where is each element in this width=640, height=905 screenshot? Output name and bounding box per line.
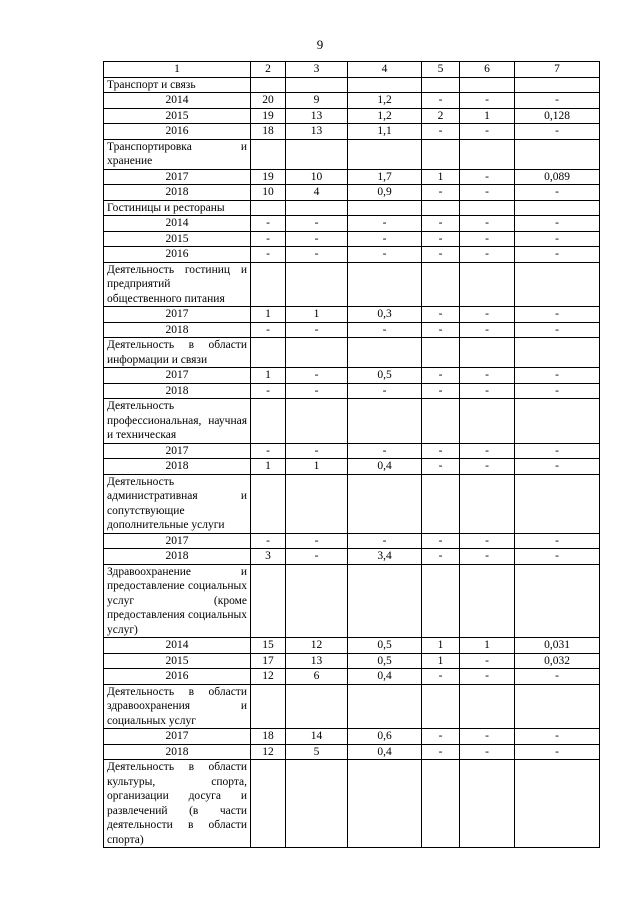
empty-cell bbox=[348, 684, 422, 729]
empty-cell bbox=[422, 564, 460, 638]
empty-cell bbox=[286, 77, 348, 93]
value-cell: 19 bbox=[251, 108, 286, 124]
value-cell: - bbox=[348, 216, 422, 232]
value-cell: - bbox=[515, 247, 600, 263]
table-section-row bbox=[104, 760, 600, 848]
value-cell: - bbox=[286, 549, 348, 565]
empty-cell bbox=[348, 338, 422, 368]
value-cell: 1,2 bbox=[348, 93, 422, 109]
table-row bbox=[104, 383, 600, 399]
empty-cell bbox=[515, 474, 600, 533]
table-row bbox=[104, 729, 600, 745]
empty-cell bbox=[348, 474, 422, 533]
empty-cell bbox=[422, 200, 460, 216]
value-cell: - bbox=[251, 533, 286, 549]
value-cell: - bbox=[515, 124, 600, 140]
empty-cell bbox=[286, 200, 348, 216]
column-header: 5 bbox=[422, 62, 460, 78]
year-cell: 2018 bbox=[104, 459, 251, 475]
table-row bbox=[104, 368, 600, 384]
empty-cell bbox=[251, 262, 286, 307]
value-cell: - bbox=[422, 459, 460, 475]
empty-cell bbox=[460, 262, 515, 307]
value-cell: 1 bbox=[422, 638, 460, 654]
year-cell: 2015 bbox=[104, 653, 251, 669]
column-header: 7 bbox=[515, 62, 600, 78]
table-row bbox=[104, 533, 600, 549]
value-cell: - bbox=[251, 383, 286, 399]
value-cell: 13 bbox=[286, 108, 348, 124]
table-section-row bbox=[104, 262, 600, 307]
value-cell: 0,4 bbox=[348, 459, 422, 475]
value-cell: - bbox=[460, 744, 515, 760]
value-cell: - bbox=[422, 124, 460, 140]
value-cell: - bbox=[515, 549, 600, 565]
table-row bbox=[104, 744, 600, 760]
value-cell: - bbox=[515, 459, 600, 475]
table-section-row bbox=[104, 338, 600, 368]
value-cell: - bbox=[286, 322, 348, 338]
value-cell: 12 bbox=[251, 669, 286, 685]
statistics-table bbox=[103, 61, 600, 848]
value-cell: - bbox=[422, 307, 460, 323]
value-cell: - bbox=[422, 322, 460, 338]
value-cell: - bbox=[422, 443, 460, 459]
year-cell: 2018 bbox=[104, 383, 251, 399]
empty-cell bbox=[348, 760, 422, 848]
value-cell: 12 bbox=[251, 744, 286, 760]
value-cell: - bbox=[348, 247, 422, 263]
value-cell: - bbox=[515, 443, 600, 459]
value-cell: 14 bbox=[286, 729, 348, 745]
empty-cell bbox=[251, 338, 286, 368]
section-label: Деятельность гостиниц и предприятий общественного питания bbox=[104, 262, 251, 307]
value-cell: 2 bbox=[422, 108, 460, 124]
value-cell: - bbox=[348, 322, 422, 338]
empty-cell bbox=[286, 139, 348, 169]
table-section-row bbox=[104, 77, 600, 93]
empty-cell bbox=[348, 564, 422, 638]
empty-cell bbox=[422, 760, 460, 848]
empty-cell bbox=[251, 399, 286, 444]
empty-cell bbox=[515, 262, 600, 307]
table-section-row bbox=[104, 200, 600, 216]
value-cell: - bbox=[251, 322, 286, 338]
value-cell: - bbox=[515, 322, 600, 338]
value-cell: - bbox=[422, 368, 460, 384]
value-cell: 0,4 bbox=[348, 669, 422, 685]
value-cell: - bbox=[422, 744, 460, 760]
year-cell: 2017 bbox=[104, 533, 251, 549]
value-cell: 17 bbox=[251, 653, 286, 669]
value-cell: - bbox=[515, 533, 600, 549]
value-cell: - bbox=[286, 368, 348, 384]
year-cell: 2016 bbox=[104, 247, 251, 263]
value-cell: - bbox=[460, 443, 515, 459]
value-cell: - bbox=[460, 729, 515, 745]
section-label: Деятельность в области информации и связи bbox=[104, 338, 251, 368]
empty-cell bbox=[515, 760, 600, 848]
empty-cell bbox=[460, 139, 515, 169]
empty-cell bbox=[251, 139, 286, 169]
empty-cell bbox=[348, 77, 422, 93]
empty-cell bbox=[460, 77, 515, 93]
empty-cell bbox=[251, 684, 286, 729]
value-cell: 3,4 bbox=[348, 549, 422, 565]
year-cell: 2014 bbox=[104, 638, 251, 654]
table-row bbox=[104, 443, 600, 459]
value-cell: 15 bbox=[251, 638, 286, 654]
section-label: Гостиницы и рестораны bbox=[104, 200, 251, 216]
empty-cell bbox=[515, 200, 600, 216]
empty-cell bbox=[515, 564, 600, 638]
section-label: Здравоохранение и предоставление социальных услуг (кроме предоставления социальных услуг) bbox=[104, 564, 251, 638]
value-cell: - bbox=[515, 216, 600, 232]
value-cell: - bbox=[460, 368, 515, 384]
value-cell: - bbox=[460, 247, 515, 263]
value-cell: - bbox=[460, 669, 515, 685]
empty-cell bbox=[460, 684, 515, 729]
empty-cell bbox=[515, 77, 600, 93]
value-cell: - bbox=[460, 322, 515, 338]
empty-cell bbox=[422, 262, 460, 307]
table-header-row bbox=[104, 62, 600, 78]
empty-cell bbox=[460, 200, 515, 216]
value-cell: - bbox=[422, 185, 460, 201]
table-section-row bbox=[104, 474, 600, 533]
empty-cell bbox=[348, 399, 422, 444]
value-cell: - bbox=[460, 124, 515, 140]
year-cell: 2018 bbox=[104, 185, 251, 201]
value-cell: 13 bbox=[286, 653, 348, 669]
empty-cell bbox=[286, 564, 348, 638]
value-cell: - bbox=[422, 383, 460, 399]
value-cell: - bbox=[460, 549, 515, 565]
empty-cell bbox=[422, 399, 460, 444]
empty-cell bbox=[460, 564, 515, 638]
value-cell: - bbox=[460, 653, 515, 669]
empty-cell bbox=[460, 760, 515, 848]
value-cell: - bbox=[422, 231, 460, 247]
value-cell: - bbox=[460, 307, 515, 323]
value-cell: 0,089 bbox=[515, 169, 600, 185]
value-cell: - bbox=[515, 744, 600, 760]
empty-cell bbox=[515, 139, 600, 169]
value-cell: - bbox=[422, 216, 460, 232]
year-cell: 2016 bbox=[104, 669, 251, 685]
empty-cell bbox=[515, 684, 600, 729]
value-cell: 1 bbox=[251, 459, 286, 475]
value-cell: - bbox=[422, 247, 460, 263]
empty-cell bbox=[348, 262, 422, 307]
section-label: Транспорт и связь bbox=[104, 77, 251, 93]
year-cell: 2017 bbox=[104, 443, 251, 459]
value-cell: 6 bbox=[286, 669, 348, 685]
empty-cell bbox=[348, 139, 422, 169]
value-cell: - bbox=[251, 443, 286, 459]
value-cell: 0,6 bbox=[348, 729, 422, 745]
year-cell: 2017 bbox=[104, 307, 251, 323]
column-header: 1 bbox=[104, 62, 251, 78]
section-label: Деятельность в области здравоохранения и социальных услуг bbox=[104, 684, 251, 729]
value-cell: - bbox=[460, 459, 515, 475]
empty-cell bbox=[251, 77, 286, 93]
value-cell: 3 bbox=[251, 549, 286, 565]
value-cell: 20 bbox=[251, 93, 286, 109]
value-cell: - bbox=[348, 231, 422, 247]
column-header: 6 bbox=[460, 62, 515, 78]
empty-cell bbox=[251, 200, 286, 216]
value-cell: - bbox=[422, 533, 460, 549]
value-cell: 0,5 bbox=[348, 638, 422, 654]
empty-cell bbox=[515, 399, 600, 444]
value-cell: 1 bbox=[422, 653, 460, 669]
value-cell: - bbox=[251, 231, 286, 247]
value-cell: - bbox=[286, 216, 348, 232]
table-row bbox=[104, 93, 600, 109]
value-cell: - bbox=[515, 383, 600, 399]
value-cell: 0,128 bbox=[515, 108, 600, 124]
value-cell: 13 bbox=[286, 124, 348, 140]
value-cell: - bbox=[460, 231, 515, 247]
empty-cell bbox=[422, 474, 460, 533]
section-label: Деятельность профессиональная, научная и техническая bbox=[104, 399, 251, 444]
value-cell: - bbox=[515, 368, 600, 384]
year-cell: 2017 bbox=[104, 368, 251, 384]
table-section-row bbox=[104, 564, 600, 638]
year-cell: 2018 bbox=[104, 549, 251, 565]
value-cell: - bbox=[460, 533, 515, 549]
empty-cell bbox=[515, 338, 600, 368]
value-cell: 18 bbox=[251, 124, 286, 140]
value-cell: - bbox=[515, 307, 600, 323]
value-cell: - bbox=[515, 729, 600, 745]
value-cell: - bbox=[460, 169, 515, 185]
value-cell: 0,5 bbox=[348, 653, 422, 669]
value-cell: - bbox=[515, 93, 600, 109]
empty-cell bbox=[422, 77, 460, 93]
value-cell: - bbox=[460, 185, 515, 201]
value-cell: 19 bbox=[251, 169, 286, 185]
empty-cell bbox=[460, 399, 515, 444]
year-cell: 2018 bbox=[104, 322, 251, 338]
value-cell: - bbox=[422, 669, 460, 685]
empty-cell bbox=[251, 564, 286, 638]
value-cell: - bbox=[286, 247, 348, 263]
value-cell: - bbox=[515, 669, 600, 685]
value-cell: 0,032 bbox=[515, 653, 600, 669]
value-cell: 9 bbox=[286, 93, 348, 109]
table-row bbox=[104, 124, 600, 140]
year-cell: 2014 bbox=[104, 93, 251, 109]
table-body bbox=[104, 62, 600, 848]
table-row bbox=[104, 653, 600, 669]
empty-cell bbox=[286, 338, 348, 368]
value-cell: - bbox=[422, 549, 460, 565]
empty-cell bbox=[422, 338, 460, 368]
year-cell: 2015 bbox=[104, 108, 251, 124]
value-cell: - bbox=[422, 93, 460, 109]
value-cell: - bbox=[460, 383, 515, 399]
value-cell: 0,9 bbox=[348, 185, 422, 201]
year-cell: 2017 bbox=[104, 169, 251, 185]
value-cell: 0,3 bbox=[348, 307, 422, 323]
value-cell: - bbox=[286, 231, 348, 247]
value-cell: 12 bbox=[286, 638, 348, 654]
table-row bbox=[104, 216, 600, 232]
table-row bbox=[104, 669, 600, 685]
value-cell: 1 bbox=[422, 169, 460, 185]
value-cell: 0,031 bbox=[515, 638, 600, 654]
empty-cell bbox=[422, 139, 460, 169]
table-row bbox=[104, 231, 600, 247]
table-row bbox=[104, 459, 600, 475]
empty-cell bbox=[286, 760, 348, 848]
empty-cell bbox=[286, 474, 348, 533]
empty-cell bbox=[348, 200, 422, 216]
value-cell: 1,1 bbox=[348, 124, 422, 140]
value-cell: - bbox=[251, 216, 286, 232]
table-row bbox=[104, 307, 600, 323]
empty-cell bbox=[460, 474, 515, 533]
value-cell: 1,7 bbox=[348, 169, 422, 185]
section-label: Деятельность в области культуры, спорта, организации досуга и развлечений (в части деятельности в области спорта) bbox=[104, 760, 251, 848]
column-header: 4 bbox=[348, 62, 422, 78]
year-cell: 2016 bbox=[104, 124, 251, 140]
value-cell: 1 bbox=[286, 307, 348, 323]
empty-cell bbox=[251, 760, 286, 848]
column-header: 2 bbox=[251, 62, 286, 78]
table-row bbox=[104, 108, 600, 124]
empty-cell bbox=[286, 684, 348, 729]
section-label: Транспортировка и хранение bbox=[104, 139, 251, 169]
value-cell: - bbox=[348, 443, 422, 459]
value-cell: - bbox=[348, 383, 422, 399]
year-cell: 2014 bbox=[104, 216, 251, 232]
empty-cell bbox=[422, 684, 460, 729]
value-cell: - bbox=[515, 185, 600, 201]
value-cell: - bbox=[460, 93, 515, 109]
empty-cell bbox=[460, 338, 515, 368]
value-cell: 1 bbox=[286, 459, 348, 475]
column-header: 3 bbox=[286, 62, 348, 78]
page-number: 9 bbox=[316, 37, 324, 52]
value-cell: - bbox=[460, 216, 515, 232]
value-cell: 5 bbox=[286, 744, 348, 760]
value-cell: 0,5 bbox=[348, 368, 422, 384]
table-section-row bbox=[104, 399, 600, 444]
value-cell: 0,4 bbox=[348, 744, 422, 760]
value-cell: 18 bbox=[251, 729, 286, 745]
year-cell: 2017 bbox=[104, 729, 251, 745]
table-row bbox=[104, 169, 600, 185]
table-row bbox=[104, 185, 600, 201]
table-section-row bbox=[104, 684, 600, 729]
table-section-row bbox=[104, 139, 600, 169]
value-cell: - bbox=[251, 247, 286, 263]
value-cell: 10 bbox=[286, 169, 348, 185]
year-cell: 2015 bbox=[104, 231, 251, 247]
table-row bbox=[104, 638, 600, 654]
value-cell: - bbox=[515, 231, 600, 247]
empty-cell bbox=[286, 262, 348, 307]
value-cell: 1 bbox=[460, 638, 515, 654]
value-cell: - bbox=[348, 533, 422, 549]
value-cell: 4 bbox=[286, 185, 348, 201]
year-cell: 2018 bbox=[104, 744, 251, 760]
empty-cell bbox=[286, 399, 348, 444]
table-row bbox=[104, 322, 600, 338]
table-row bbox=[104, 549, 600, 565]
value-cell: 1 bbox=[251, 368, 286, 384]
value-cell: - bbox=[286, 383, 348, 399]
value-cell: 10 bbox=[251, 185, 286, 201]
value-cell: - bbox=[422, 729, 460, 745]
value-cell: - bbox=[286, 443, 348, 459]
section-label: Деятельность административная и сопутствующие дополнительные услуги bbox=[104, 474, 251, 533]
value-cell: 1,2 bbox=[348, 108, 422, 124]
empty-cell bbox=[251, 474, 286, 533]
table-row bbox=[104, 247, 600, 263]
value-cell: - bbox=[286, 533, 348, 549]
value-cell: 1 bbox=[460, 108, 515, 124]
value-cell: 1 bbox=[251, 307, 286, 323]
